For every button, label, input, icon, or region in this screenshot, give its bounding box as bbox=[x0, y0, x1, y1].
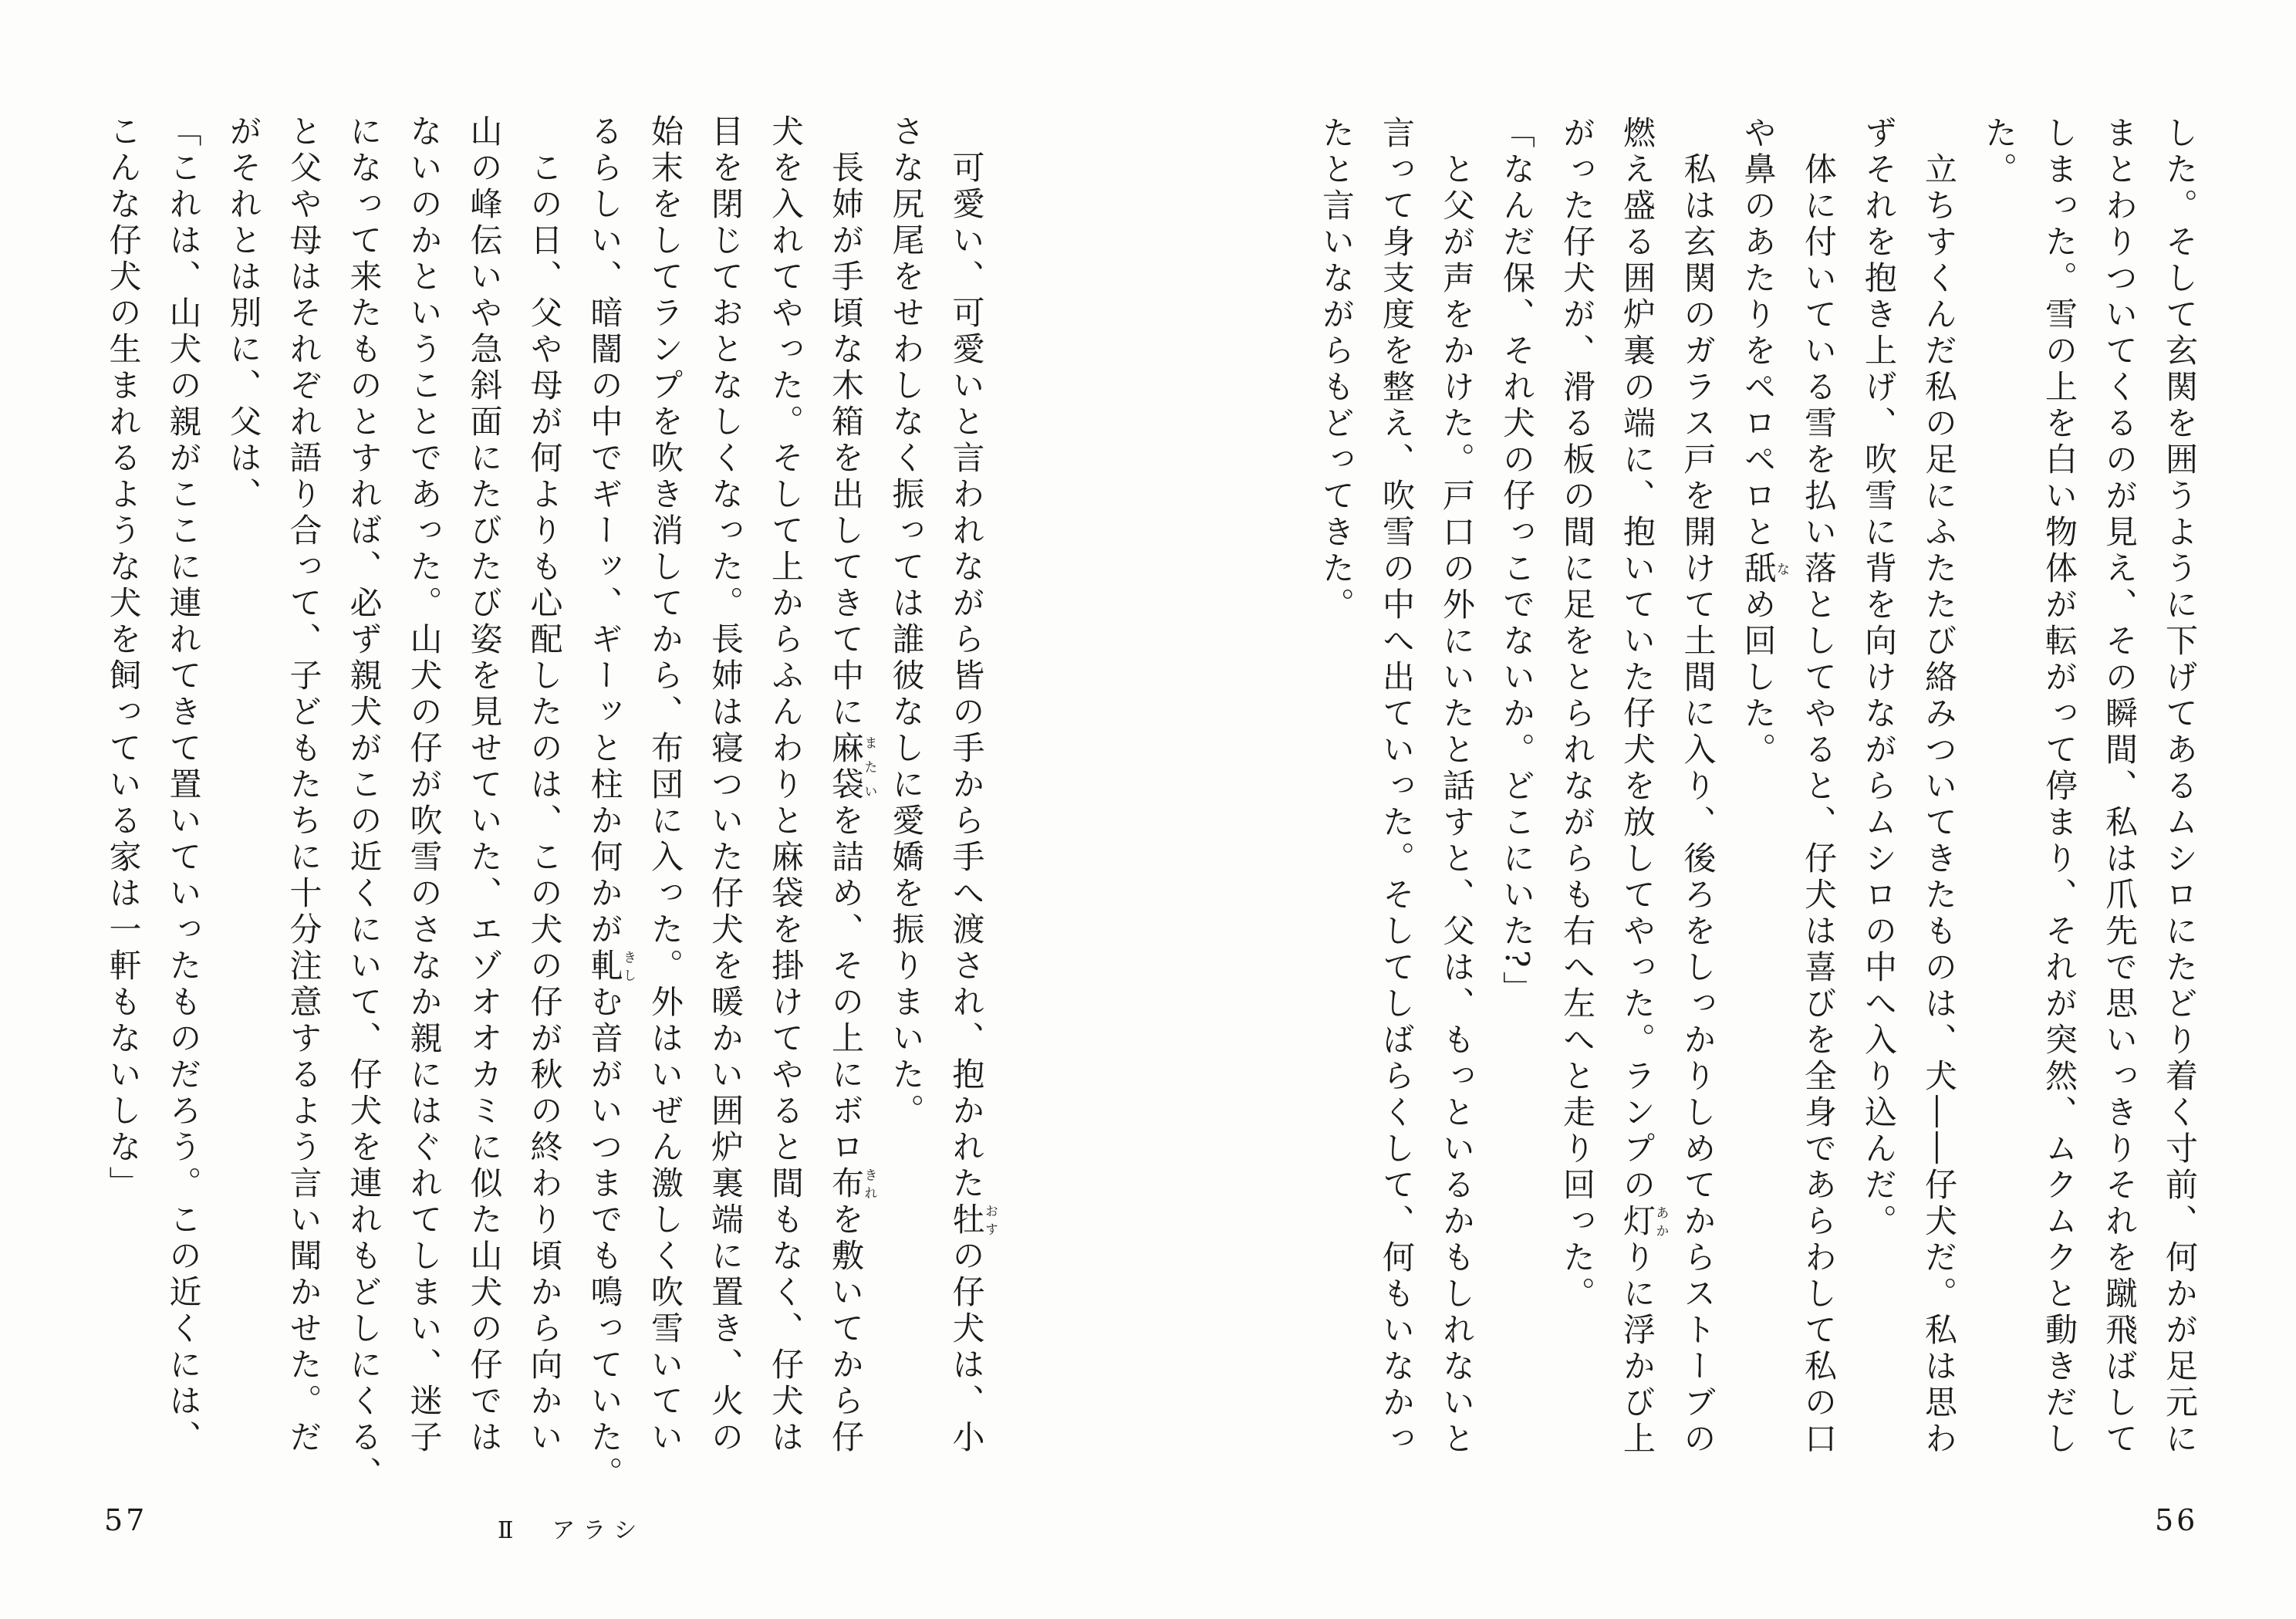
text-column-line: るらしい、暗闇の中でギーッ、ギーッと柱か何かが軋きしむ音がいつまでも鳴っていた。 bbox=[586, 114, 636, 1492]
text-column-line: 体に付いている雪を払い落としてやると、仔犬は喜びを全身であらわして私の口 bbox=[1800, 116, 1838, 1458]
text-column-line: 犬を入れてやった。そして上からふんわりと麻袋を掛けてやると間もなく、仔犬は bbox=[767, 114, 805, 1456]
text-column-line: た。 bbox=[1980, 116, 2018, 188]
furigana-annotated-word: 軋きし bbox=[586, 948, 636, 985]
text-column-line: と父が声をかけた。戸口の外にいたと話すと、父は、もっといるかもしれないと bbox=[1438, 116, 1476, 1458]
text-column-line: 目を閉じておとなしくなった。長姉は寝ついた仔犬を暖かい囲炉裏端に置き、火の bbox=[707, 114, 745, 1456]
text-column-line: しまった。雪の上を白い物体が転がって停まり、それが突然、ムクムクと動きだし bbox=[2041, 116, 2078, 1458]
text-column-line: この日、父や母が何よりも心配したのは、この犬の仔が秋の終わり頃から向かい bbox=[525, 114, 564, 1456]
text-column-line: 私は玄関のガラス戸を開けて土間に入り、後ろをしっかりしめてからストーブの bbox=[1679, 116, 1717, 1458]
text-column-line: こんな仔犬の生まれるような犬を飼っている家は一軒もないしな」 bbox=[104, 114, 143, 1202]
page-57-text-block bbox=[93, 114, 998, 1503]
text-column-line: さな尻尾をせわしなく振っては誰彼なしに愛嬌を振りまいた。 bbox=[887, 114, 926, 1130]
furigana-annotated-word: 布きれ bbox=[827, 1166, 877, 1202]
text-column-line: たと言いながらもどってきた。 bbox=[1318, 116, 1356, 624]
text-column-line: ずそれを抱き上げ、吹雪に背を向けながらムシロの中へ入り込んだ。 bbox=[1860, 116, 1898, 1240]
text-column-line: ないのかということであった。山犬の仔が吹雪のさなか親にはぐれてしまい、迷子 bbox=[405, 114, 444, 1456]
page-number-left: 57 bbox=[104, 1503, 148, 1537]
text-column-line: がった仔犬が、滑る板の間に足をとられながらも右へ左へと走り回った。 bbox=[1558, 116, 1596, 1313]
text-column-line: 言って身支度を整え、吹雪の中へ出ていった。そしてしばらくして、何もいなかっ bbox=[1378, 116, 1416, 1458]
furigana-annotated-word: 麻袋またい bbox=[827, 731, 877, 803]
text-column-line: 立ちすくんだ私の足にふたたび絡みついてきたものは、犬――仔犬だ。私は思わ bbox=[1920, 116, 1958, 1458]
text-column-line: がそれとは別に、父は、 bbox=[225, 114, 263, 513]
page-56-text-block bbox=[1306, 116, 2210, 1505]
text-column-line: や鼻のあたりをペロペロと舐なめ回した。 bbox=[1739, 116, 1789, 769]
text-column-line: 山の峰伝いや急斜面にたびたび姿を見せていた、エゾオオカミに似た山犬の仔では bbox=[465, 114, 504, 1456]
furigana-annotated-word: 舐な bbox=[1739, 551, 1789, 587]
text-column-line: 燃え盛る囲炉裏の端に、抱いていた仔犬を放してやった。ランプの灯あかりに浮かび上 bbox=[1619, 116, 1669, 1458]
text-column-line: 「なんだ保、それ犬の仔っこでないか。どこにいた?」 bbox=[1498, 116, 1536, 1008]
text-column-line: 長姉が手頃な木箱を出してきて中に麻袋またいを詰め、その上にボロ布きれを敷いてから仔 bbox=[827, 114, 877, 1456]
furigana-annotated-word: 牡おす bbox=[947, 1202, 998, 1239]
running-footer-section-title: Ⅱ アラシ bbox=[498, 1517, 645, 1544]
text-column-line: になって来たものとすれば、必ず親犬がこの近くにいて、仔犬を連れもどしにくる、 bbox=[345, 114, 383, 1492]
text-column-line: 始末をしてランプを吹き消してから、布団に入った。外はいぜん激しく吹雪いてい bbox=[647, 114, 684, 1456]
text-column-line: 「これは、山犬の親がここに連れてきて置いていったものだろう。この近くには、 bbox=[164, 114, 203, 1456]
furigana-annotated-word: 灯あか bbox=[1619, 1204, 1669, 1240]
text-column-line: まとわりついてくるのが見え、その瞬間、私は爪先で思いっきりそれを蹴飛ばして bbox=[2101, 116, 2139, 1458]
text-column-line: した。そして玄関を囲うように下げてあるムシロにたどり着く寸前、何かが足元に bbox=[2161, 116, 2199, 1458]
text-column-line: 可愛い、可愛いと言われながら皆の手から手へ渡され、抱かれた牡おすの仔犬は、小 bbox=[947, 114, 998, 1456]
page-number-right: 56 bbox=[2155, 1503, 2199, 1537]
text-column-line: と父や母はそれぞれ語り合って、子どもたちに十分注意するよう言い聞かせた。だ bbox=[285, 114, 323, 1456]
